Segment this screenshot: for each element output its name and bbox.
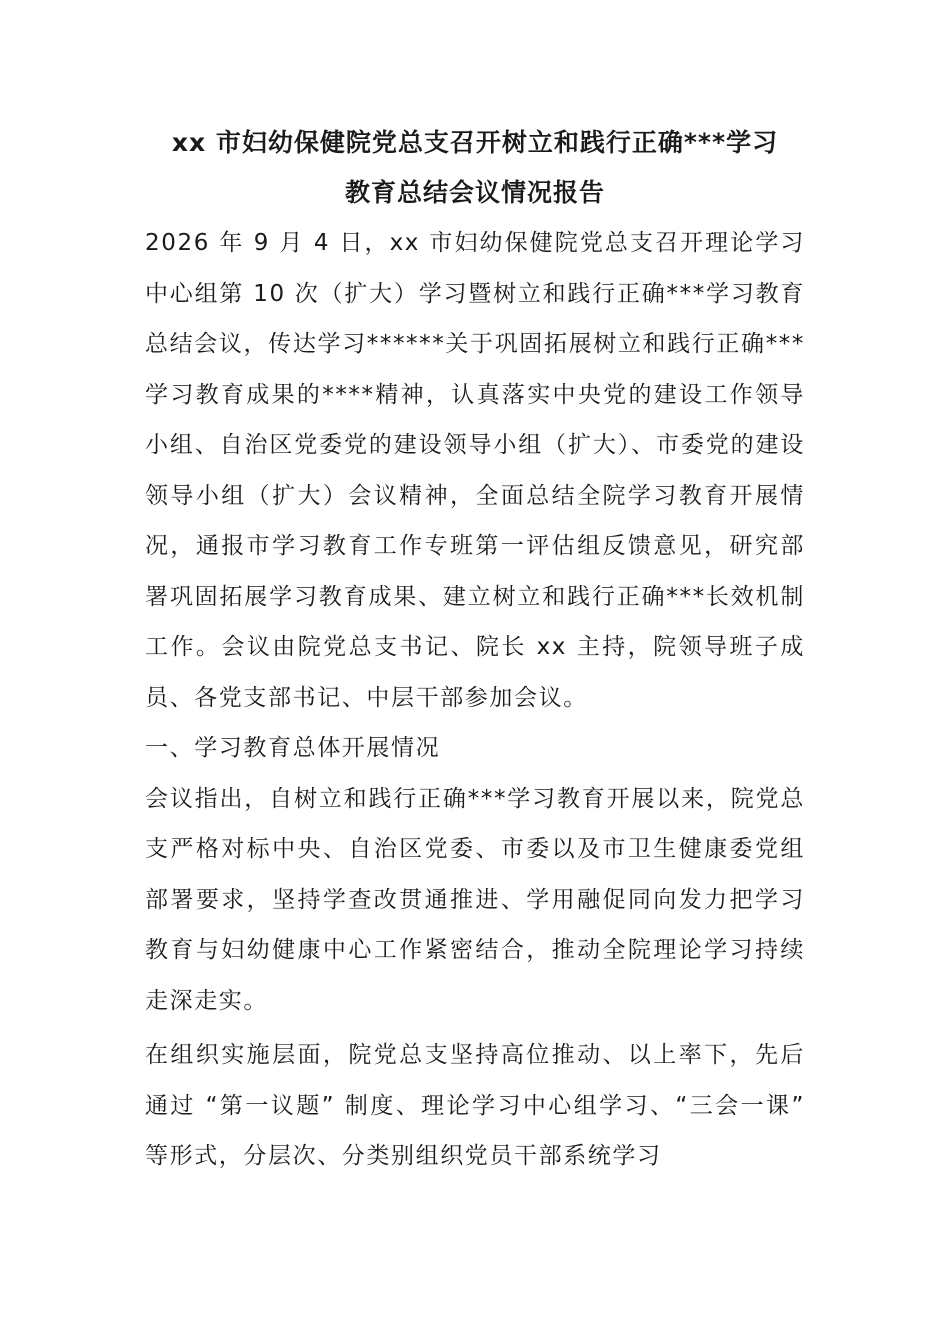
section-heading: 一、学习教育总体开展情况 — [145, 735, 441, 761]
title-line-2: 教育总结会议情况报告 — [344, 178, 605, 207]
section-paragraph-2: 在组织实施层面，院党总支坚持高位推动、以上率下，先后通过 “第一议题” 制度、理论学习中心组学习、“三会一课” 等形式，分层次、分类别组织党员干部系统学习 — [145, 1042, 805, 1169]
document-page — [145, 118, 805, 1182]
section-paragraph-1: 会议指出，自树立和践行正确***学习教育开展以来，院党总支严格对标中央、自治区党委、市委以及市卫生健康委党组部署要求，坚持学查改贯通推进、学用融促同向发力把学习教育与妇幼健康中心工作紧密结合，推动全院理论学习持续走深走实。 — [145, 785, 805, 1014]
intro-paragraph: 2026 年 9 月 4 日，xx 市妇幼保健院党总支召开理论学习中心组第 10 次（扩大）学习暨树立和践行正确***学习教育总结会议，传达学习******关于巩固拓展树立和践行正确***学习教育成果的****精神，认真落实中央党的建设工作领导小组、自治区党委党的建设领导小组（扩大）、市委党的建设领导小组（扩大）会议精神，全面总结全院学习教育开展情况，通报市学习教育工作专班第一评估组反馈意见，研究部署巩固拓展学习教育成果、建立树立和践行正确***长效机制工作。会议由院党总支书记、院长 xx 主持，院领导班子成员、各党支部书记、中层干部参加会议。 — [145, 230, 805, 711]
title-line-1: xx 市妇幼保健院党总支召开树立和践行正确***学习 — [171, 128, 779, 157]
document-title — [145, 118, 805, 218]
